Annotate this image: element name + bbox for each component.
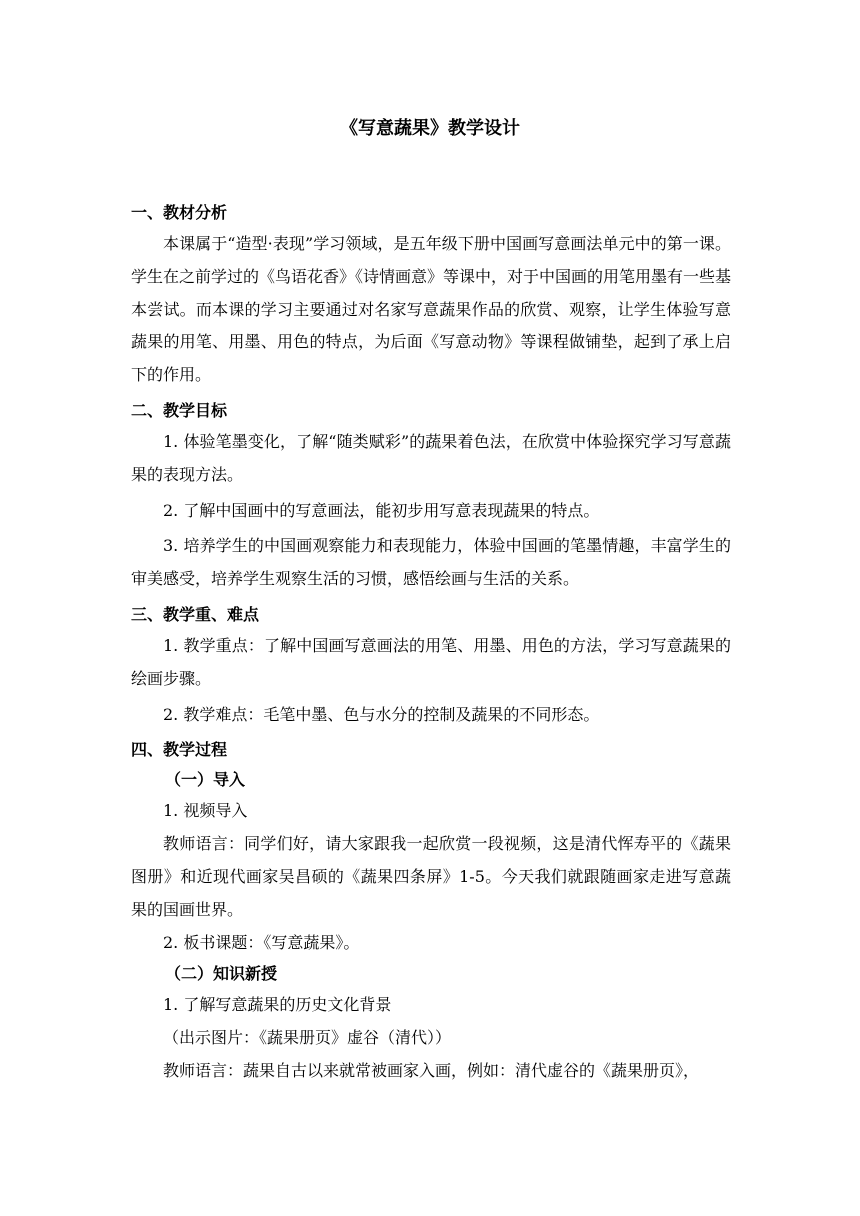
paragraph: 1. 了解写意蔬果的历史文化背景 (163, 995, 392, 1015)
document-body (131, 198, 731, 1088)
paragraph: 教师语言：蔬果自古以来就常被画家入画，例如：清代虚谷的《蔬果册页》， (163, 1060, 700, 1080)
section-heading-4: 四、教学过程 (131, 740, 228, 760)
section-heading-1: 一、教材分析 (131, 203, 228, 222)
subsection-heading-new-knowledge: （二）知识新授 (165, 964, 278, 984)
paragraph: 1. 视频导入 (163, 801, 248, 821)
paragraph: 教师语言：同学们好，请大家跟我一起欣赏一段视频，这是清代恽寿平的《蔬果图册》和近现代画家吴昌硕的《蔬果四条屏》1-5。今天我们就跟随画家走进写意蔬果的国画世界。 (131, 834, 731, 919)
paragraph: 3. 培养学生的中国画观察能力和表现能力，体验中国画的笔墨情趣，丰富学生的审美感受，培养学生观察生活的习惯，感悟绘画与生活的关系。 (131, 536, 731, 589)
subsection-heading-intro: （一）导入 (165, 770, 246, 790)
paragraph: 2. 板书课题：《写意蔬果》。 (163, 932, 360, 952)
paragraph: 本课属于“造型·表现”学习领域，是五年级下册中国画写意画法单元中的第一课。学生在之前学过的《鸟语花香》《诗情画意》等课中，对于中国画的用笔用墨有一些基本尝试。而本课的学习主要通过对名家写意蔬果作品的欣赏、观察，让学生体验写意蔬果的用笔、用墨、用色的特点，为后面《写意动物》等课程做铺垫，起到了承上启下的作用。 (131, 234, 732, 385)
section-heading-2: 二、教学目标 (131, 400, 228, 420)
section-heading-3: 三、教学重、难点 (131, 604, 260, 624)
document-title: 《写意蔬果》教学设计 (340, 118, 520, 139)
paragraph: 1. 体验笔墨变化，了解“随类赋彩”的蔬果着色法，在欣赏中体验探究学习写意蔬果的表现方法。 (131, 431, 731, 484)
paragraph: （出示图片：《蔬果册页》虚谷（清代）） (163, 1028, 452, 1048)
paragraph: 2. 教学难点：毛笔中墨、色与水分的控制及蔬果的不同形态。 (163, 704, 600, 724)
paragraph: 1. 教学重点：了解中国画写意画法的用笔、用墨、用色的方法，学习写意蔬果的绘画步骤。 (131, 635, 731, 688)
paragraph: 2. 了解中国画中的写意画法，能初步用写意表现蔬果的特点。 (163, 500, 600, 520)
